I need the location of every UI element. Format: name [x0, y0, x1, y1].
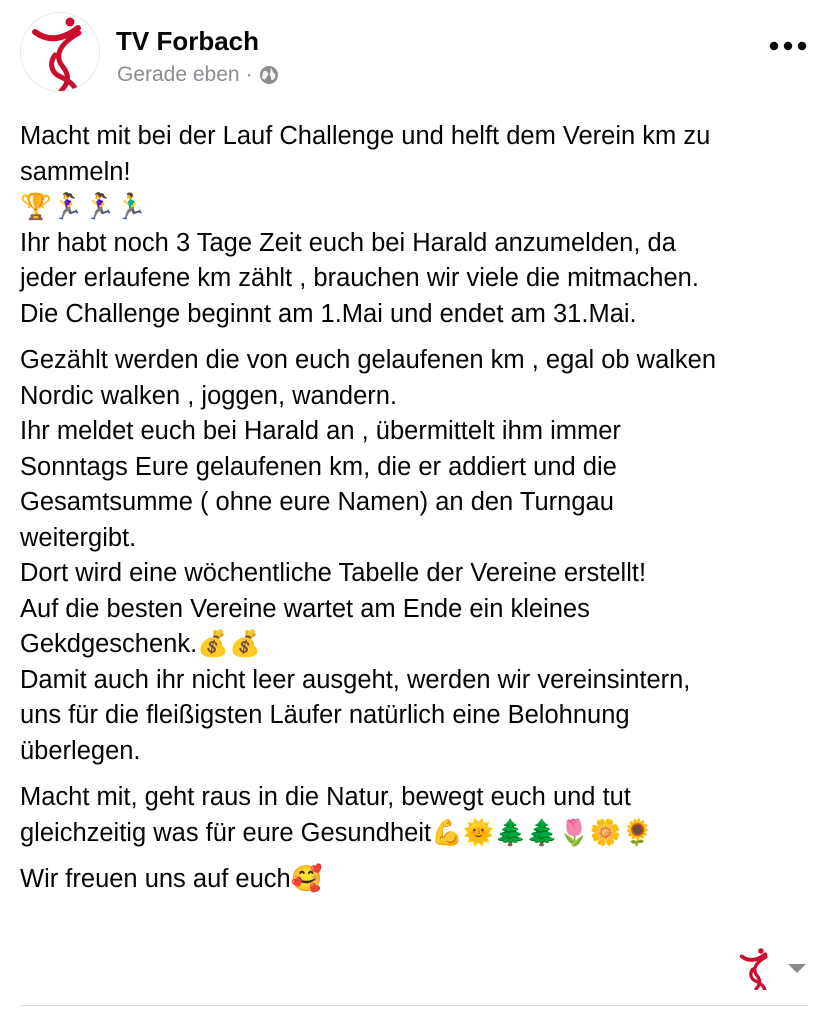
post-timestamp[interactable]: Gerade eben	[117, 63, 240, 86]
paragraph	[20, 862, 815, 898]
text-line: Die Challenge beginnt am 1.Mai und endet am 31.Mai.	[20, 299, 637, 328]
text-line: Auf die besten Vereine wartet am Ende ein kleines	[20, 594, 590, 623]
paragraph	[20, 343, 815, 769]
text-line: Ihr meldet euch bei Harald an , übermittelt ihm immer	[20, 417, 621, 445]
meta-separator: ·	[245, 63, 253, 86]
post-footer	[20, 940, 808, 1000]
text-line: Macht mit, geht raus in die Natur, bewegt euch und tut	[20, 783, 631, 811]
text-line: Gekdgeschenk.💰💰	[20, 630, 261, 658]
page-logo-icon	[21, 13, 100, 92]
text-line: jeder erlaufene km zählt , brauchen wir viele die mitmachen.	[20, 264, 699, 292]
text-line: sammeln!	[20, 157, 131, 186]
divider	[20, 1005, 808, 1006]
text-line: uns für die fleißigsten Läufer natürlich eine Belohnung	[20, 701, 630, 729]
more-horizontal-icon	[769, 41, 807, 51]
text-line: Gesamtsumme ( ohne eure Namen) an den Turngau	[20, 488, 614, 516]
post-meta	[117, 62, 279, 88]
text-line: Sonntags Eure gelaufenen km, die er addiert und die	[20, 452, 617, 481]
caret-down-icon	[786, 961, 808, 975]
text-line: überlegen.	[20, 736, 141, 765]
text-line: Macht mit bei der Lauf Challenge und helft dem Verein km zu	[20, 122, 711, 150]
post-text	[20, 119, 815, 909]
text-line: Nordic walken , joggen, wandern.	[20, 381, 398, 410]
post-header	[20, 12, 810, 96]
page-name-link[interactable]: TV Forbach	[116, 26, 260, 56]
react-as-page-selector[interactable]	[728, 940, 808, 996]
text-line: Ihr habt noch 3 Tage Zeit euch bei Harald anzumelden, da	[20, 228, 676, 257]
text-line: Gezählt werden die von euch gelaufenen km , egal ob walken	[20, 346, 717, 374]
paragraph	[20, 780, 815, 851]
paragraph	[20, 119, 815, 332]
emoji-line: 🏆🏃‍♀️🏃‍♀️🏃‍♂️	[20, 192, 148, 222]
text-line: Damit auch ihr nicht leer ausgeht, werden wir vereinsintern,	[20, 665, 691, 694]
globe-icon	[259, 65, 279, 85]
more-options-button[interactable]	[766, 34, 810, 58]
page-logo-icon	[734, 946, 778, 990]
text-line: Dort wird eine wöchentliche Tabelle der Vereine erstellt!	[20, 559, 647, 587]
text-line: weitergibt.	[20, 523, 137, 552]
page-avatar[interactable]	[20, 12, 100, 92]
text-line: gleichzeitig was für eure Gesundheit💪🌞🌲🌲🌷🌼🌻	[20, 818, 654, 847]
text-line: Wir freuen uns auf euch🥰	[20, 865, 323, 893]
